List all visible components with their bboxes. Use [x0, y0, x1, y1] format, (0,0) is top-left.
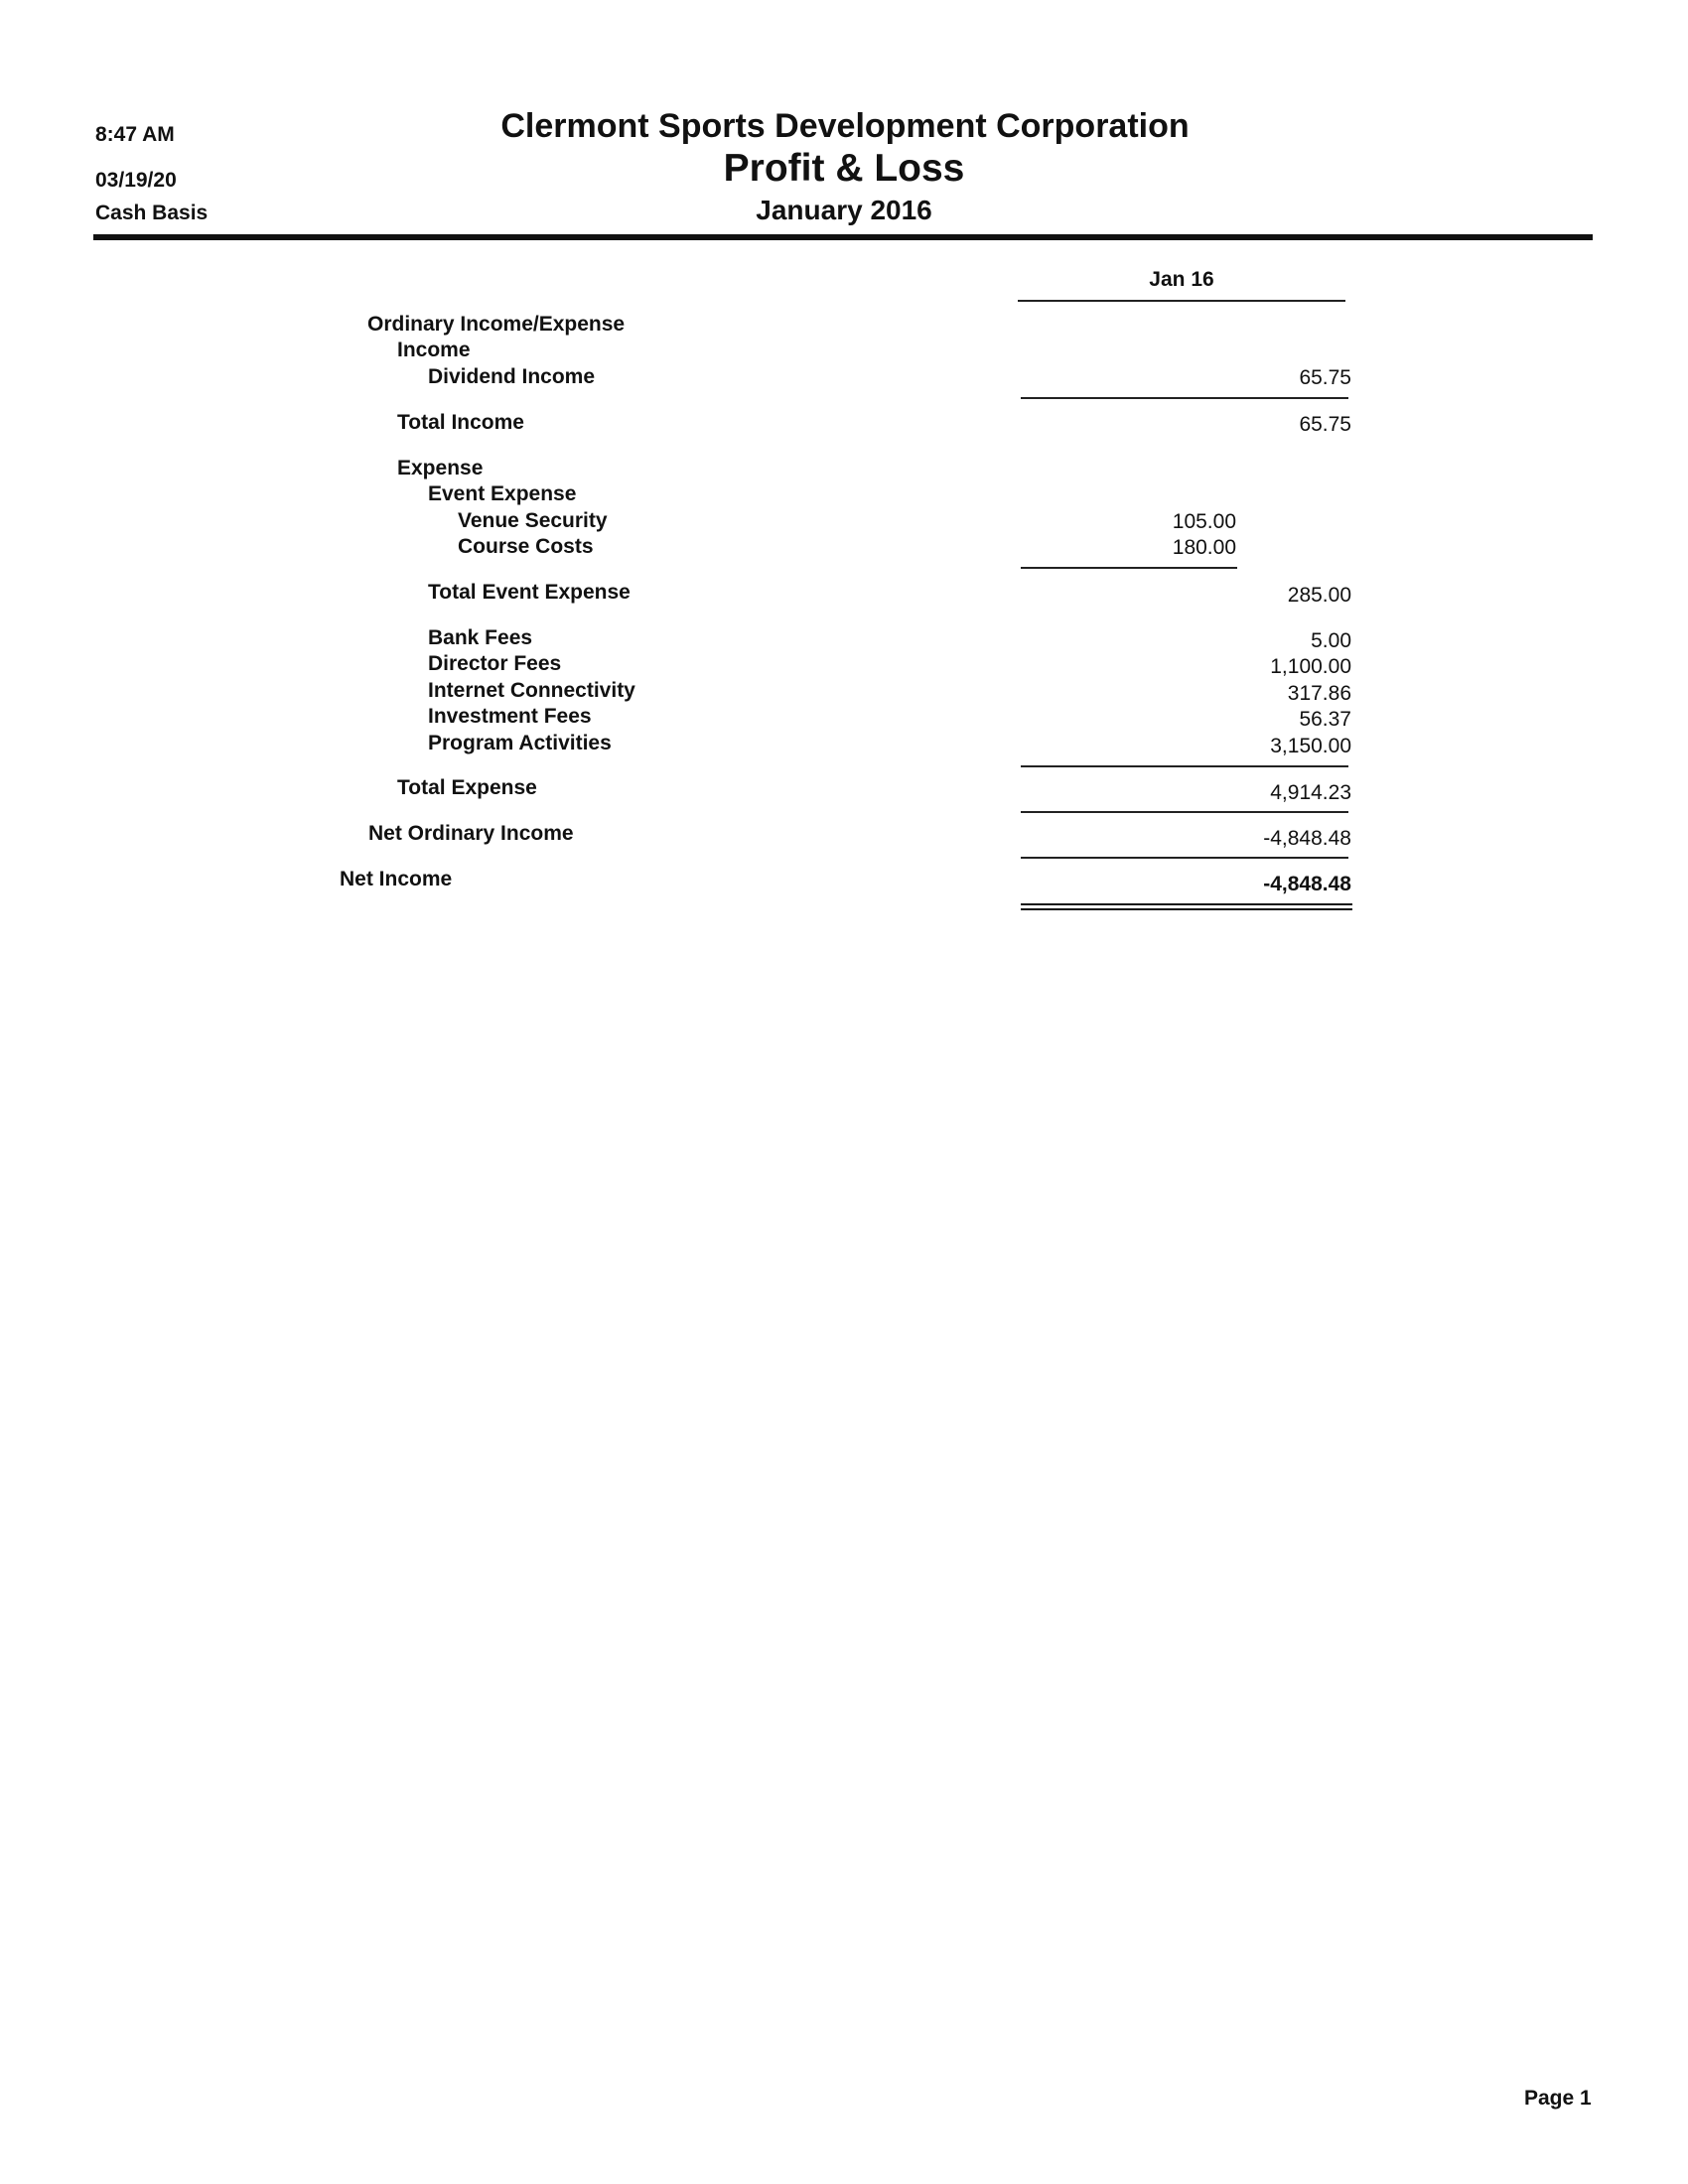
dividend-income-label: Dividend Income: [428, 365, 596, 388]
internet-connectivity-label: Internet Connectivity: [428, 679, 635, 702]
director-fees-label: Director Fees: [428, 652, 562, 675]
bank-fees-label: Bank Fees: [428, 626, 533, 649]
program-activities-label: Program Activities: [428, 732, 612, 754]
investment-fees-value: 56.37: [1299, 708, 1351, 731]
investment-fees-label: Investment Fees: [428, 705, 592, 728]
total-expense-label: Total Expense: [397, 776, 537, 799]
event-subtotal-rule: [1021, 567, 1237, 569]
dividend-income-value: 65.75: [1299, 366, 1351, 389]
column-header-rule: [1018, 300, 1345, 302]
ordinary-subtotal-rule: [1021, 811, 1348, 813]
course-costs-label: Course Costs: [458, 535, 594, 558]
report-date: 03/19/20: [95, 169, 177, 192]
net-income-value: -4,848.48: [1263, 873, 1351, 895]
total-income-value: 65.75: [1299, 413, 1351, 436]
net-subtotal-rule: [1021, 857, 1348, 859]
total-event-expense-value: 285.00: [1287, 584, 1351, 607]
report-title: Profit & Loss: [723, 147, 965, 190]
total-event-expense-label: Total Event Expense: [428, 581, 631, 604]
net-ordinary-income-value: -4,848.48: [1263, 827, 1351, 850]
venue-security-value: 105.00: [1172, 510, 1236, 533]
expense-subtotal-rule: [1021, 765, 1348, 767]
net-income-label: Net Income: [340, 868, 453, 890]
section-ordinary-label: Ordinary Income/Expense: [367, 313, 626, 336]
section-income-label: Income: [397, 339, 471, 361]
report-period: January 2016: [756, 195, 932, 225]
page-number: Page 1: [1524, 2087, 1592, 2110]
company-name: Clermont Sports Development Corporation: [500, 107, 1190, 145]
report-time: 8:47 AM: [95, 123, 175, 146]
income-subtotal-rule: [1021, 397, 1348, 399]
net-income-double-rule-bottom: [1021, 908, 1352, 910]
director-fees-value: 1,100.00: [1270, 655, 1351, 678]
header-divider: [93, 234, 1593, 240]
bank-fees-value: 5.00: [1311, 629, 1351, 652]
course-costs-value: 180.00: [1172, 536, 1236, 559]
event-expense-label: Event Expense: [428, 482, 577, 505]
report-basis: Cash Basis: [95, 202, 209, 224]
section-expense-label: Expense: [397, 457, 484, 479]
total-expense-value: 4,914.23: [1270, 781, 1351, 804]
internet-connectivity-value: 317.86: [1287, 682, 1351, 705]
total-income-label: Total Income: [397, 411, 524, 434]
net-income-double-rule-top: [1021, 903, 1352, 905]
venue-security-label: Venue Security: [458, 509, 608, 532]
program-activities-value: 3,150.00: [1270, 735, 1351, 757]
net-ordinary-income-label: Net Ordinary Income: [368, 822, 574, 845]
column-header: Jan 16: [1149, 268, 1214, 291]
